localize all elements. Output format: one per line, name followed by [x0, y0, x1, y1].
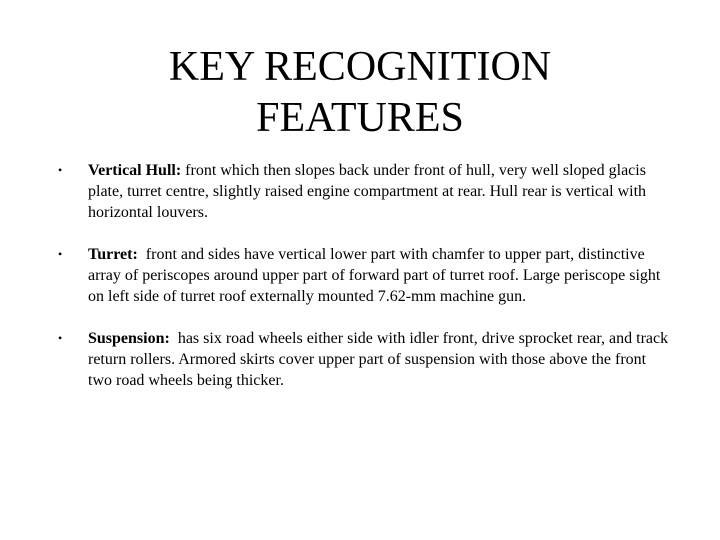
bullet-point-icon: • — [58, 331, 63, 345]
bullet-text: front and sides have vertical lower part with chamfer to upper part, distinctive array of periscopes around upper part of forward part of turret roof. Large periscope sight on left side of turret roof externally mounted 7.62-mm machine gun. — [88, 246, 665, 305]
bullet-term: Vertical Hull: — [88, 162, 182, 179]
bullet-turret — [0, 244, 720, 307]
bullet-term: Suspension: — [88, 330, 170, 347]
bullet-suspension — [0, 328, 720, 391]
title-line-1: KEY RECOGNITION — [168, 44, 552, 90]
slide-title — [0, 42, 720, 144]
title-line-2: FEATURES — [256, 95, 464, 141]
bullet-point-icon: • — [58, 247, 63, 261]
bullet-term: Turret: — [88, 246, 138, 263]
bullet-text: has six road wheels either side with idler front, drive sprocket rear, and track return rollers. Armored skirts cover upper part of suspension with those above the front two road wheels being thicker. — [88, 330, 673, 389]
bullet-vertical-hull — [0, 160, 720, 223]
bullet-point-icon: • — [58, 163, 63, 177]
bullet-list — [0, 160, 720, 412]
bullet-text: front which then slopes back under front of hull, very well sloped glacis plate, turret centre, slightly raised engine compartment at rear. Hull rear is vertical with horizontal louvers. — [88, 162, 647, 221]
